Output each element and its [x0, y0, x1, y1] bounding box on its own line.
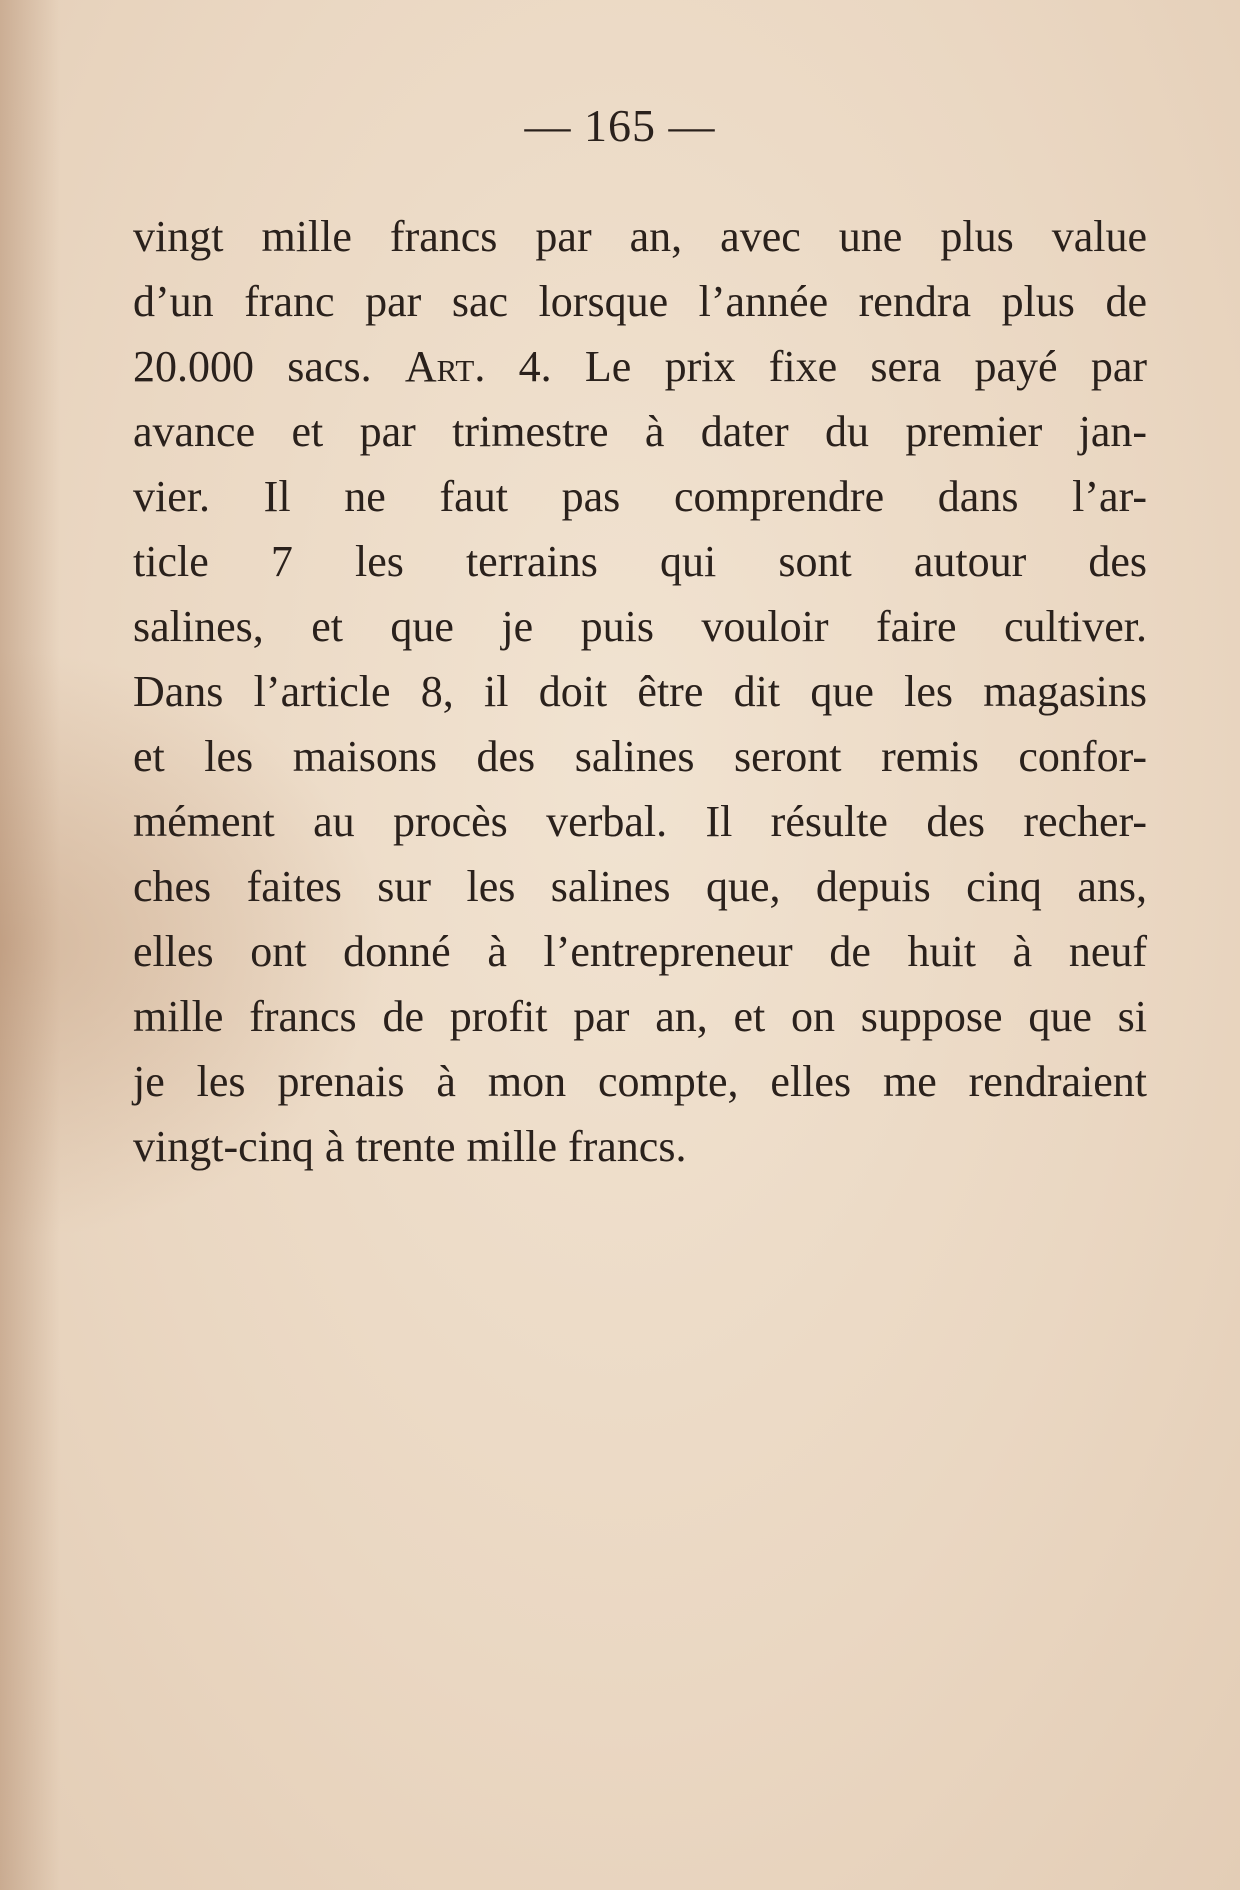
text-line: je les prenais à mon compte, elles me rendraient [133, 1057, 1147, 1106]
text-line: ches faites sur les salines que, depuis cinq ans, [133, 862, 1147, 911]
text-fragment: 20.000 sacs. [133, 342, 372, 391]
text-line: ticle 7 les terrains qui sont autour des [133, 537, 1147, 586]
body-text [133, 204, 1147, 1179]
text-line: salines, et que je puis vouloir faire cultiver. [133, 602, 1147, 651]
text-line: et les maisons des salines seront remis confor- [133, 732, 1147, 781]
page-gutter-shadow [0, 0, 60, 1890]
text-line: elles ont donné à l’entrepreneur de huit à neuf [133, 927, 1147, 976]
text-line: d’un franc par sac lorsque l’année rendra plus de [133, 277, 1147, 326]
text-line: Dans l’article 8, il doit être dit que les magasins [133, 667, 1147, 716]
text-line: mément au procès verbal. Il résulte des recher- [133, 797, 1147, 846]
text-line [133, 334, 1147, 399]
text-line: vingt mille francs par an, avec une plus value [133, 212, 1147, 261]
text-line: avance et par trimestre à dater du premier jan- [133, 407, 1147, 456]
article-abbreviation: Art. [404, 342, 486, 391]
text-line: vier. Il ne faut pas comprendre dans l’ar- [133, 472, 1147, 521]
text-fragment: 4. Le prix fixe sera payé par [518, 342, 1147, 391]
text-line: vingt-cinq à trente mille francs. [133, 1122, 687, 1171]
page-number: — 165 — [524, 100, 716, 151]
text-line: mille francs de profit par an, et on suppose que si [133, 992, 1147, 1041]
